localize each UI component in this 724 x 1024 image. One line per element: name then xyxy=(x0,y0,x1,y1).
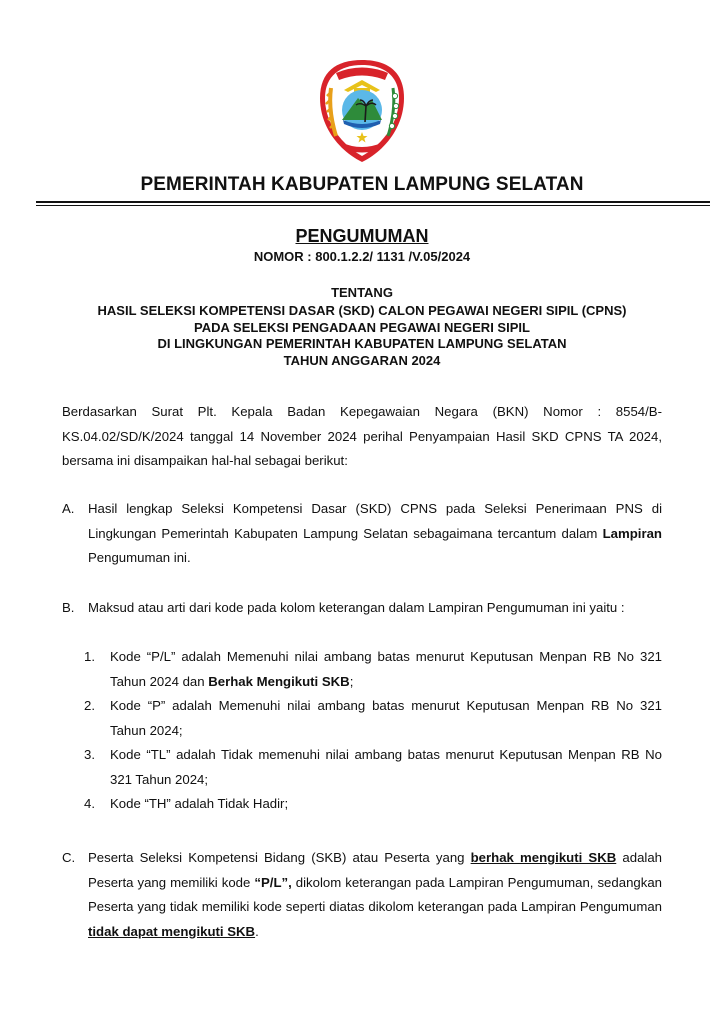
code-item-text: Kode “TL” adalah Tidak memenuhi nilai ambang batas menurut Keputusan Menpan RB No 321 Tahun 2024; xyxy=(110,747,662,787)
section-c-letter: C. xyxy=(62,850,76,865)
announcement-subject xyxy=(0,303,724,369)
code-item-number: 4. xyxy=(84,796,95,811)
government-title: PEMERINTAH KABUPATEN LAMPUNG SELATAN xyxy=(140,174,584,195)
subject-line: TAHUN ANGGARAN 2024 xyxy=(283,352,441,368)
code-item-number: 1. xyxy=(84,649,95,664)
code-item-number: 3. xyxy=(84,747,95,762)
code-item-end: ; xyxy=(349,673,354,689)
about-label: TENTANG xyxy=(331,285,393,300)
code-item-text xyxy=(110,645,662,694)
code-item-text: Kode “P” adalah Memenuhi nilai ambang batas menurut Keputusan Menpan RB No 321 Tahun 2024; xyxy=(110,698,662,738)
announcement-title: PENGUMUMAN xyxy=(295,226,429,246)
code-item-text: Kode “TH” adalah Tidak Hadir; xyxy=(110,796,289,811)
section-b-letter: B. xyxy=(62,600,75,615)
subject-line: PADA SELEKSI PENGADAAN PEGAWAI NEGERI SIPIL xyxy=(194,319,530,335)
section-c-part: . xyxy=(255,923,259,939)
section-c-part: dikolom keterangan pada Lampiran Pengumuman, sedangkan Peserta yang tidak memiliki kode seperti diatas dikolom keterangan pada Lampiran Pengumuman xyxy=(88,874,662,914)
section-a-letter: A. xyxy=(62,501,75,516)
header-rule-thick xyxy=(36,201,710,203)
section-a-text xyxy=(88,497,662,571)
section-a-body: Hasil lengkap Seleksi Kompetensi Dasar (SKD) CPNS pada Seleksi Penerimaan PNS di Lingkungan Pemerintah Kabupaten Lampung Selatan sebagaimana tercantum dalam xyxy=(88,501,662,541)
announcement-number: NOMOR : 800.1.2.2/ 1131 /V.05/2024 xyxy=(253,249,471,264)
section-a-bold: Lampiran xyxy=(602,525,662,541)
emblem-icon xyxy=(318,58,406,164)
section-b-text: Maksud atau arti dari kode pada kolom keterangan dalam Lampiran Pengumuman ini yaitu : xyxy=(88,600,625,615)
intro-paragraph: Berdasarkan Surat Plt. Kepala Badan Kepegawaian Negara (BKN) Nomor : 8554/B-KS.04.02/SD/K/2024 tanggal 14 November 2024 perihal Penyampaian Hasil SKD CPNS TA 2024, bersama ini disampaikan hal-hal sebagai berikut: xyxy=(62,404,662,468)
subject-line: HASIL SELEKSI KOMPETENSI DASAR (SKD) CALON PEGAWAI NEGERI SIPIL (CPNS) xyxy=(97,303,627,318)
section-c-text xyxy=(88,846,662,944)
section-c-part: Peserta Seleksi Kompetensi Bidang (SKB) atau Peserta yang xyxy=(88,850,471,865)
subject-line: DI LINGKUNGAN PEMERINTAH KABUPATEN LAMPUNG SELATAN xyxy=(157,336,567,351)
section-c-bold: “P/L”, xyxy=(254,874,292,890)
section-c-underline: berhak mengikuti SKB xyxy=(470,850,617,865)
section-c-underline: tidak dapat mengikuti SKB xyxy=(88,923,256,939)
header-rule-thin xyxy=(36,205,710,206)
section-a-end: Pengumuman ini. xyxy=(88,550,191,565)
code-item-number: 2. xyxy=(84,698,95,713)
regency-emblem xyxy=(318,58,406,164)
code-item-body: Kode “P/L” adalah Memenuhi nilai ambang batas menurut Keputusan Menpan RB No 321 Tahun 2024 dan xyxy=(110,649,662,689)
code-item-bold: Berhak Mengikuti SKB xyxy=(208,673,350,689)
section-c-part: adalah Peserta yang memiliki kode xyxy=(88,850,663,890)
